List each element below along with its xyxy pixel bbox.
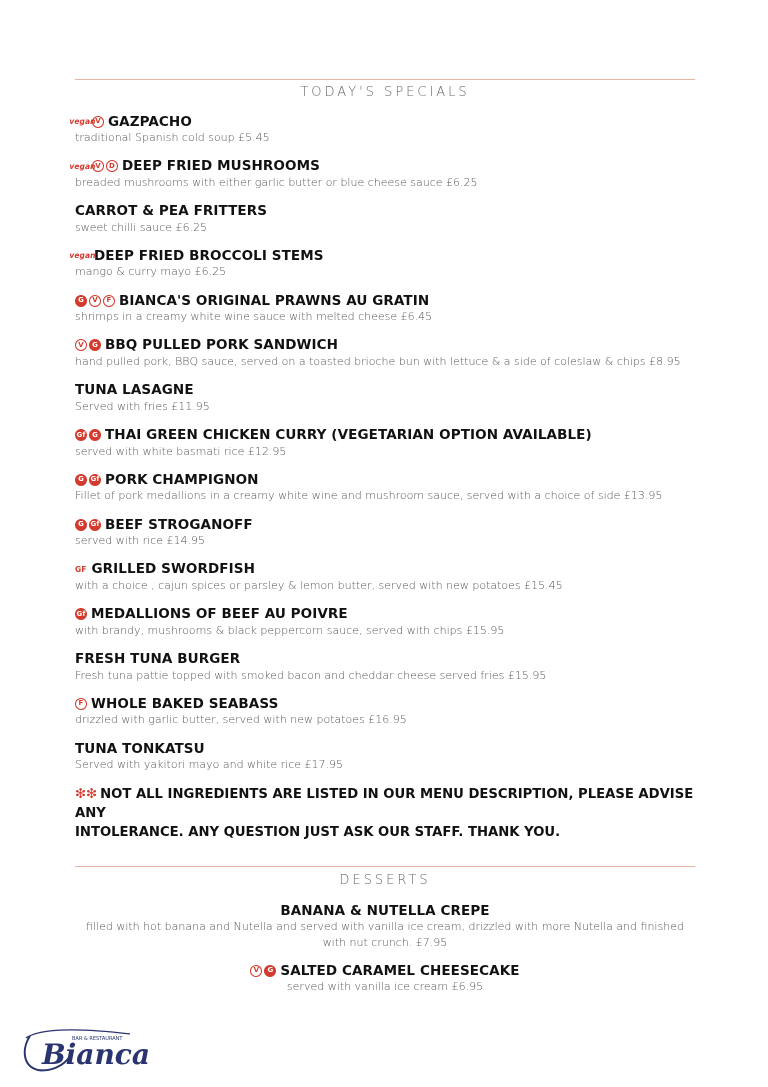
dietary-icons [75, 698, 87, 710]
item-name-row [75, 471, 715, 488]
specials-list [69, 113, 715, 785]
biancas-logo [20, 1026, 150, 1076]
gluten-icon: G [264, 965, 276, 977]
menu-item [75, 740, 715, 785]
item-description: shrimps in a creamy white wine sauce with melted cheese £6.45 [75, 310, 433, 324]
item-description: served with white basmati rice £12.95 [75, 444, 287, 458]
menu-item [75, 516, 715, 561]
dietary-icons [75, 339, 101, 351]
item-description: with a choice , cajun spices or parsley & lemon butter, served with new potatoes £15.45 [75, 578, 563, 592]
item-name-row [75, 651, 715, 668]
vegan-icon: vegan [69, 161, 96, 171]
vegetarian-icon: V [250, 965, 262, 977]
asterisk-icon: ❇❇ [75, 787, 98, 802]
item-name: GRILLED SWORDFISH [91, 561, 255, 578]
dietary-icons [75, 295, 115, 307]
item-name-row [75, 203, 715, 220]
svg-text:BAR & RESTAURANT: BAR & RESTAURANT [72, 1036, 123, 1042]
item-name-row [75, 962, 695, 979]
vegan-icon: vegan [69, 251, 96, 261]
fish-icon: F [75, 698, 87, 710]
item-description: hand pulled pork, BBQ sauce, served on a toasted brioche bun with lettuce & a side of coleslaw & chips £8.95 [75, 354, 681, 368]
dietary-icons [75, 429, 101, 441]
item-name-row [75, 561, 715, 578]
vegetarian-icon: V [89, 295, 101, 307]
vegetarian-icon: V [92, 160, 104, 172]
item-name-row [69, 113, 715, 130]
gluten-free-icon: Gf [75, 429, 87, 441]
item-name-row [75, 606, 715, 623]
item-name-row [75, 292, 715, 309]
item-name: BEEF STROGANOFF [105, 516, 253, 533]
item-description: served with rice £14.95 [75, 534, 205, 548]
menu-item [75, 606, 715, 651]
item-name: TUNA TONKATSU [75, 740, 205, 757]
notice-line-2: INTOLERANCE. ANY QUESTION JUST ASK OUR STAFF. THANK YOU. [75, 825, 561, 840]
dietary-icons [69, 250, 96, 262]
item-name-row [75, 337, 715, 354]
item-name: TUNA LASAGNE [75, 382, 194, 399]
item-name-row [75, 902, 695, 919]
desserts-title: DESSERTS [339, 873, 431, 888]
item-description: with brandy, mushrooms & black peppercorn sauce, served with chips £15.95 [75, 623, 505, 637]
item-name: BIANCA'S ORIGINAL PRAWNS AU GRATIN [119, 292, 430, 309]
gluten-icon: G [75, 295, 87, 307]
item-description: Fresh tuna pattie topped with smoked bacon and cheddar cheese served fries £15.95 [75, 668, 547, 682]
item-name: SALTED CARAMEL CHEESECAKE [280, 962, 520, 979]
item-name-row [69, 158, 715, 175]
item-description: served with vanilla ice cream £6.95 [286, 980, 484, 993]
menu-item [75, 203, 715, 248]
item-name-row [69, 247, 715, 264]
item-name-row [75, 695, 715, 712]
item-name: CARROT & PEA FRITTERS [75, 203, 268, 220]
item-name-row [75, 516, 715, 533]
gluten-free-icon: Gf [89, 474, 101, 486]
allergen-notice [75, 785, 715, 842]
item-description: filled with hot banana and Nutella and served with vanilla ice cream, drizzled with more Nutella and finished with nut crunch. £7.95 [86, 920, 684, 949]
menu-item [75, 561, 715, 606]
item-name: MEDALLIONS OF BEEF AU POIVRE [91, 606, 348, 623]
vegetarian-icon: V [92, 116, 104, 128]
menu-item [75, 337, 715, 382]
item-description: traditional Spanish cold soup £5.45 [75, 131, 270, 144]
item-name-row [75, 740, 715, 757]
specials-title: TODAY'S SPECIALS [300, 85, 470, 100]
item-name: DEEP FRIED MUSHROOMS [122, 158, 320, 175]
gluten-icon: G [89, 429, 101, 441]
item-name: BANANA & NUTELLA CREPE [280, 902, 490, 919]
item-description: sweet chilli sauce £6.25 [75, 220, 208, 234]
item-name: PORK CHAMPIGNON [105, 471, 259, 488]
logo-graphic [20, 1026, 150, 1076]
item-description: Fillet of pork medallions in a creamy white wine and mushroom sauce, served with a choice of side £13.95 [75, 489, 663, 503]
dietary-icons [75, 563, 87, 575]
menu-item [75, 471, 715, 516]
menu-item [69, 113, 715, 158]
item-name-row [75, 382, 715, 399]
menu-item [75, 292, 715, 337]
gf-text-icon: GF [75, 564, 87, 574]
dairy-icon: D [106, 160, 118, 172]
menu-item [69, 158, 715, 203]
gluten-free-icon: Gf [89, 519, 101, 531]
dessert-item [75, 962, 695, 995]
item-name: BBQ PULLED PORK SANDWICH [105, 337, 339, 354]
dietary-icons [75, 519, 101, 531]
vegan-icon: vegan [69, 116, 96, 126]
item-name: WHOLE BAKED SEABASS [91, 695, 279, 712]
item-name-row [75, 427, 715, 444]
item-name: GAZPACHO [108, 113, 192, 130]
specials-top-rule [75, 79, 695, 80]
desserts-top-rule [75, 866, 695, 867]
gluten-icon: G [89, 339, 101, 351]
dietary-icons [69, 160, 118, 172]
gluten-free-icon: Gf [75, 608, 87, 620]
menu-item [75, 651, 715, 696]
vegetarian-icon: V [75, 339, 87, 351]
menu-item [69, 247, 715, 292]
menu-item [75, 382, 715, 427]
dietary-icons [75, 608, 87, 620]
item-name: FRESH TUNA BURGER [75, 651, 241, 668]
notice-line-1: NOT ALL INGREDIENTS ARE LISTED IN OUR MENU DESCRIPTION, PLEASE ADVISE ANY [75, 787, 694, 821]
dietary-icons [75, 474, 101, 486]
item-description: mango & curry mayo £6.25 [75, 265, 227, 279]
item-description: Served with fries £11.95 [75, 399, 210, 413]
gluten-icon: G [75, 474, 87, 486]
item-description: Served with yakitori mayo and white rice £17.95 [75, 758, 344, 772]
item-description: drizzled with garlic butter, served with new potatoes £16.95 [75, 713, 407, 727]
dietary-icons [69, 116, 104, 128]
svg-text:Biancas: Bianca [42, 1038, 150, 1071]
dietary-icons [250, 965, 276, 977]
menu-item [75, 427, 715, 472]
item-description: breaded mushrooms with either garlic butter or blue cheese sauce £6.25 [75, 175, 478, 189]
fish-icon: F [103, 295, 115, 307]
gluten-icon: G [75, 519, 87, 531]
dessert-item [75, 902, 695, 951]
menu-item [75, 695, 715, 740]
item-name: DEEP FRIED BROCCOLI STEMS [94, 247, 324, 264]
item-name: THAI GREEN CHICKEN CURRY (VEGETARIAN OPTION AVAILABLE) [105, 427, 592, 444]
